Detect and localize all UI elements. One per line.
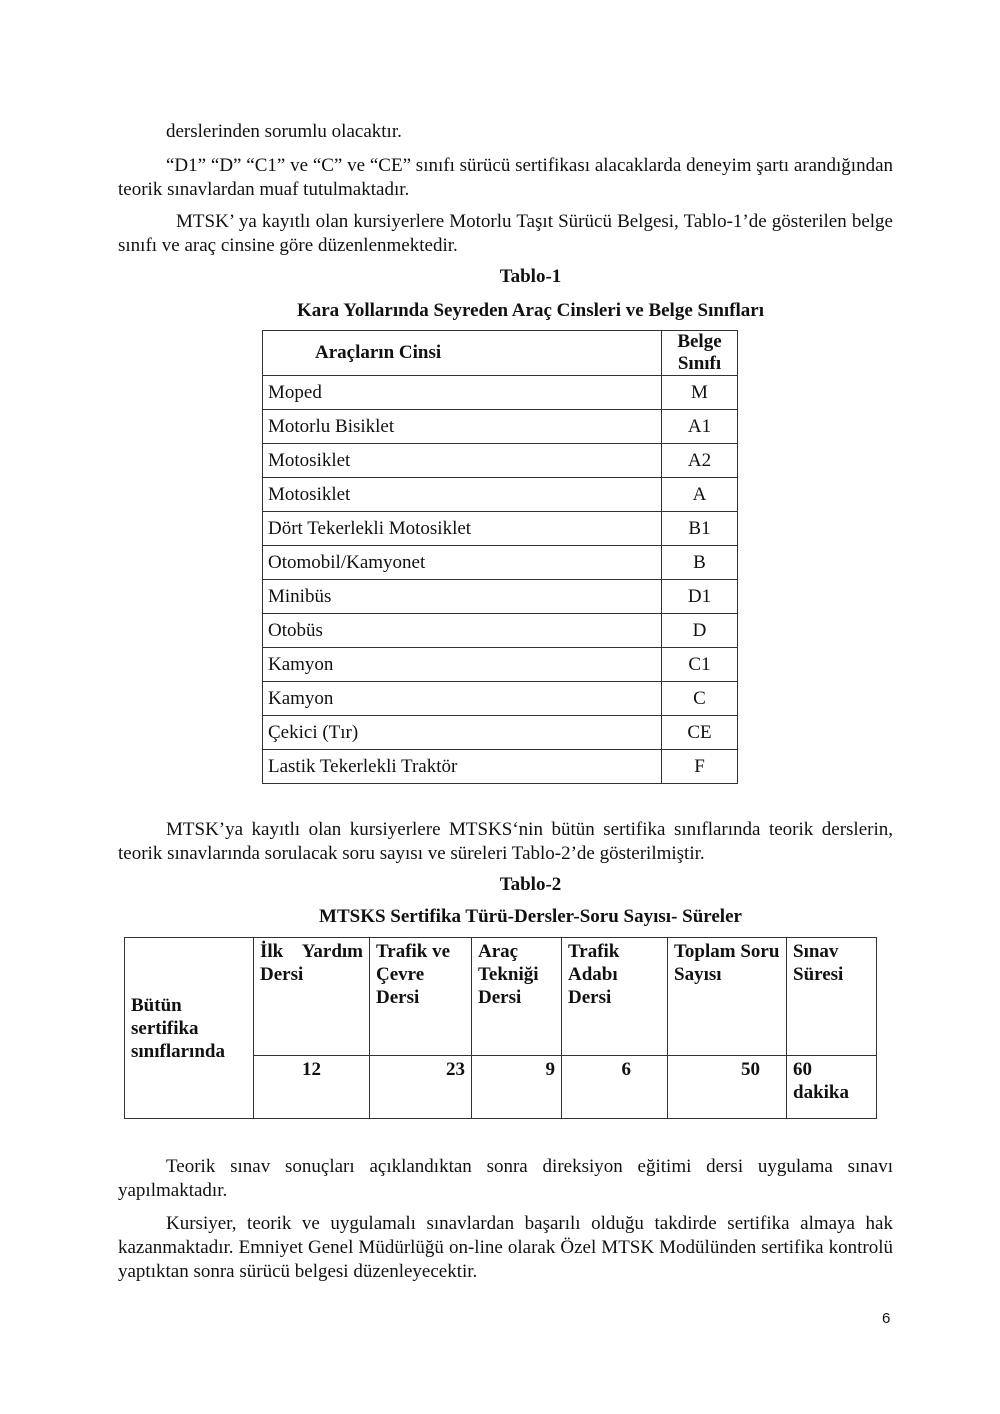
table-row [263,716,738,750]
class-cell: F [662,750,738,784]
table1-label: Tablo-1 [499,266,562,287]
table-row [263,614,738,648]
table-row [263,750,738,784]
table2-title: MTSKS Sertifika Türü-Dersler-Soru Sayısı- Süreler [319,906,742,927]
table-row [263,478,738,512]
class-cell: D1 [662,580,738,614]
paragraph-belge: MTSK’ ya kayıtlı olan kursiyerlere Motorlu Taşıt Sürücü Belgesi, Tablo-1’de gösterilen belge sınıfı ve araç cinsine göre düzenlenmektedir. [118,211,893,256]
vehicle-cell: Motosiklet [263,478,662,512]
table-row [263,682,738,716]
value-first-aid: 12 [254,1055,370,1118]
class-cell: C [662,682,738,716]
class-cell: D [662,614,738,648]
row-label: Bütün sertifika sınıflarında [131,994,225,1062]
table-row [263,512,738,546]
table-row [263,444,738,478]
class-cell: B1 [662,512,738,546]
value-exam-duration: 60 dakika [787,1055,877,1118]
value-traffic-manners: 6 [562,1055,668,1118]
class-cell: A1 [662,410,738,444]
class-cell: A2 [662,444,738,478]
table-header-row [263,331,738,376]
exam-header-row [125,938,877,1056]
header-total-questions: Toplam Soru Sayısı [668,938,787,1056]
header-first-aid: İlk Yardım Dersi [254,938,370,1056]
vehicle-cell: Çekici (Tır) [263,716,662,750]
table2-label: Tablo-2 [499,874,562,895]
table-row [263,410,738,444]
page-number: 6 [882,1310,891,1327]
vehicle-cell: Moped [263,376,662,410]
table-row [263,580,738,614]
paragraph-continuation: derslerinden sorumlu olacaktır. [166,121,402,142]
paragraph-direksiyon: Teorik sınav sonuçları açıklandıktan sonra direksiyon eğitimi dersi uygulama sınavı yapılmaktadır. [118,1156,893,1201]
table-row [263,546,738,580]
value-vehicle-technique: 9 [472,1055,562,1118]
table-row [263,376,738,410]
vehicle-cell: Lastik Tekerlekli Traktör [263,750,662,784]
vehicle-cell: Motorlu Bisiklet [263,410,662,444]
exam-table [124,937,877,1119]
class-cell: CE [662,716,738,750]
header-traffic-manners: Trafik Adabı Dersi [562,938,668,1056]
vehicle-cell: Minibüs [263,580,662,614]
vehicle-cell: Otomobil/Kamyonet [263,546,662,580]
vehicle-class-table [262,330,738,784]
header-license-class: Belge Sınıfı [662,331,738,376]
header-vehicle-technique: Araç Tekniği Dersi [472,938,562,1056]
row-label-cell [125,938,254,1119]
vehicle-cell: Motosiklet [263,444,662,478]
table-row [263,648,738,682]
class-cell: C1 [662,648,738,682]
table1-title: Kara Yollarında Seyreden Araç Cinsleri ve Belge Sınıfları [296,300,765,321]
header-exam-duration: Sınav Süresi [787,938,877,1056]
vehicle-cell: Dört Tekerlekli Motosiklet [263,512,662,546]
value-total-questions: 50 [668,1055,787,1118]
header-traffic-environment: Trafik ve Çevre Dersi [370,938,472,1056]
class-cell: A [662,478,738,512]
vehicle-cell: Otobüs [263,614,662,648]
class-cell: M [662,376,738,410]
vehicle-cell: Kamyon [263,682,662,716]
paragraph-sertifika: Kursiyer, teorik ve uygulamalı sınavlardan başarılı olduğu takdirde sertifika almaya hak kazanmaktadır. Emniyet Genel Müdürlüğü on-line olarak Özel MTSK Modülünden sertifika kontrolü yaptıktan sonra sürücü belgesi düzenleyecektir. [118,1213,893,1282]
class-cell: B [662,546,738,580]
header-vehicle-type: Araçların Cinsi [263,331,662,376]
vehicle-cell: Kamyon [263,648,662,682]
paragraph-deneyim: “D1” “D” “C1” ve “C” ve “CE” sınıfı sürücü sertifikası alacaklarda deneyim şartı arandığından teorik sınavlardan muaf tutulmaktadır. [118,155,893,200]
paragraph-tablo2-intro: MTSK’ya kayıtlı olan kursiyerlere MTSKS‘nin bütün sertifika sınıflarında teorik derslerin, teorik sınavlarında sorulacak soru sayısı ve süreleri Tablo-2’de gösterilmiştir. [118,819,893,864]
value-traffic-environment: 23 [370,1055,472,1118]
